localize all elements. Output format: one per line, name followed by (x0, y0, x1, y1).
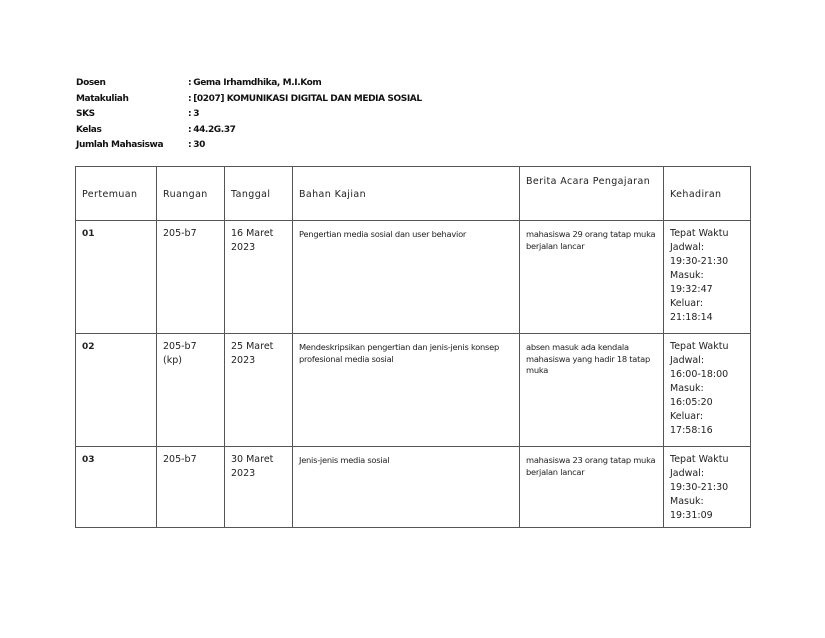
cell-pertemuan: 02 (76, 334, 157, 447)
kehadiran-line: 16:00-18:00 (670, 369, 729, 380)
kehadiran-line: Keluar: (670, 411, 704, 422)
kehadiran-line: 21:18:14 (670, 312, 713, 323)
info-value: 44.2G.37 (193, 124, 236, 135)
cell-berita-acara: absen masuk ada kendala mahasiswa yang hadir 18 tatap muka (520, 334, 664, 447)
info-separator: : (188, 78, 192, 88)
table-row (76, 334, 751, 447)
info-value: Gema Irhamdhika, M.I.Kom (193, 78, 322, 88)
kehadiran-line: Jadwal: (670, 355, 705, 366)
cell-tanggal: 30 Maret 2023 (225, 447, 293, 528)
kehadiran-line: 19:30-21:30 (670, 482, 729, 493)
kehadiran-line: 19:32:47 (670, 284, 713, 295)
kehadiran-line: 19:31:09 (670, 510, 713, 521)
info-separator: : (188, 124, 192, 135)
cell-kehadiran (664, 334, 751, 447)
cell-bahan-kajian: Jenis-jenis media sosial (293, 447, 520, 528)
info-label: Jumlah Mahasiswa (76, 140, 164, 150)
table-row (76, 447, 751, 528)
kehadiran-line: Masuk: (670, 383, 704, 394)
column-header-tanggal: Tanggal (225, 167, 293, 221)
info-separator: : (188, 109, 192, 119)
cell-kehadiran (664, 447, 751, 528)
info-row-jumlah-mahasiswa (76, 138, 422, 154)
cell-tanggal: 16 Maret 2023 (225, 221, 293, 334)
info-value: [0207] KOMUNIKASI DIGITAL DAN MEDIA SOSIAL (193, 93, 422, 104)
cell-bahan-kajian: Pengertian media sosial dan user behavior (293, 221, 520, 334)
kehadiran-line: 17:58:16 (670, 425, 713, 436)
cell-ruangan: 205-b7 (157, 221, 225, 334)
info-separator: : (188, 140, 192, 150)
kehadiran-line: Keluar: (670, 298, 704, 309)
column-header-kehadiran: Kehadiran (664, 167, 751, 221)
info-row-dosen (76, 76, 422, 92)
cell-pertemuan: 03 (76, 447, 157, 528)
column-header-pertemuan: Pertemuan (76, 167, 157, 221)
cell-ruangan: 205-b7 (157, 447, 225, 528)
kehadiran-line: Tepat Waktu (670, 454, 729, 465)
info-row-kelas (76, 123, 422, 139)
cell-berita-acara: mahasiswa 29 orang tatap muka berjalan lancar (520, 221, 664, 334)
table-row (76, 221, 751, 334)
cell-tanggal: 25 Maret 2023 (225, 334, 293, 447)
kehadiran-line: Masuk: (670, 270, 704, 281)
info-label: Matakuliah (76, 93, 129, 104)
kehadiran-line: 16:05:20 (670, 397, 713, 408)
kehadiran-line: Tepat Waktu (670, 228, 729, 239)
column-header-bahan-kajian: Bahan Kajian (293, 167, 520, 221)
kehadiran-line: Masuk: (670, 496, 704, 507)
table-header-row (76, 167, 751, 221)
info-label: Dosen (76, 78, 106, 88)
attendance-table (75, 166, 751, 528)
kehadiran-line: 19:30-21:30 (670, 256, 729, 267)
cell-pertemuan: 01 (76, 221, 157, 334)
info-row-sks (76, 107, 422, 123)
info-value: 3 (193, 109, 200, 119)
column-header-ruangan: Ruangan (157, 167, 225, 221)
cell-bahan-kajian: Mendeskripsikan pengertian dan jenis-jenis konsep profesional media sosial (293, 334, 520, 447)
info-row-matakuliah (76, 92, 422, 108)
kehadiran-line: Jadwal: (670, 468, 705, 479)
info-label: Kelas (76, 124, 102, 135)
cell-kehadiran (664, 221, 751, 334)
info-value: 30 (193, 140, 205, 150)
info-label: SKS (76, 109, 95, 119)
cell-berita-acara: mahasiswa 23 orang tatap muka berjalan lancar (520, 447, 664, 528)
info-separator: : (188, 93, 192, 104)
cell-ruangan: 205-b7 (kp) (157, 334, 225, 447)
kehadiran-line: Tepat Waktu (670, 341, 729, 352)
kehadiran-line: Jadwal: (670, 242, 705, 253)
course-info (76, 76, 422, 154)
column-header-berita-acara: Berita Acara Pengajaran (520, 167, 664, 221)
